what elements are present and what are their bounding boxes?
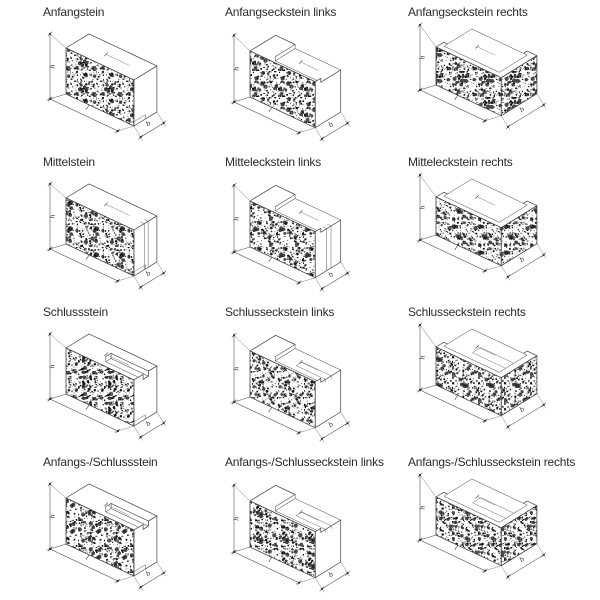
svg-text:l: l	[84, 553, 91, 562]
svg-text:b: b	[326, 570, 335, 580]
stone-cell-mittelstein	[0, 150, 200, 300]
stone-cell-mitteleckstein-rechts	[400, 150, 600, 300]
svg-text:l: l	[84, 253, 91, 262]
svg-text:b: b	[144, 419, 153, 429]
stone-title: Mitteleckstein rechts	[408, 155, 513, 169]
svg-text:h: h	[418, 355, 427, 360]
svg-text:h: h	[48, 214, 57, 219]
stone-title: Schlusseckstein rechts	[408, 305, 526, 319]
stone-title: Anfangs-/Schlusseckstein links	[225, 455, 384, 469]
svg-text:b: b	[326, 420, 335, 430]
stone-block	[66, 184, 157, 279]
stone-block	[66, 34, 157, 129]
stone-drawing	[0, 319, 200, 450]
stone-cell-mitteleckstein-links	[200, 150, 400, 300]
svg-text:l: l	[84, 403, 91, 412]
svg-text:h: h	[232, 516, 241, 521]
stone-block	[250, 35, 341, 130]
svg-text:h: h	[418, 205, 427, 210]
svg-text:h: h	[418, 55, 427, 60]
svg-text:h: h	[232, 66, 241, 71]
stone-cell-anfangs-schlusseckstein-rechts	[400, 450, 600, 600]
svg-text:l: l	[453, 244, 459, 253]
svg-text:h: h	[48, 64, 57, 69]
svg-text:l: l	[267, 556, 273, 565]
stone-drawing	[0, 169, 200, 300]
stone-drawing	[400, 169, 600, 300]
stone-block	[436, 479, 537, 566]
stone-cell-anfangstein	[0, 0, 200, 150]
stone-title: Anfangseckstein links	[225, 5, 337, 19]
svg-text:b: b	[144, 569, 153, 579]
svg-text:b: b	[518, 554, 526, 564]
svg-text:l: l	[267, 256, 273, 265]
stone-cell-anfangseckstein-links	[200, 0, 400, 150]
stone-drawing	[200, 469, 400, 600]
stone-title: Mitteleckstein links	[225, 155, 322, 169]
svg-text:h: h	[48, 364, 57, 369]
svg-text:h: h	[418, 505, 427, 510]
stone-title: Anfangs-/Schlussstein	[43, 455, 158, 469]
svg-text:l: l	[267, 106, 273, 115]
stone-drawing	[200, 19, 400, 150]
stone-drawing	[0, 19, 200, 150]
stone-drawing	[200, 319, 400, 450]
stone-title: Anfangstein	[43, 5, 105, 19]
svg-text:b: b	[518, 404, 526, 414]
stone-cell-schlusseckstein-rechts	[400, 300, 600, 450]
svg-text:b: b	[326, 120, 335, 130]
svg-text:b: b	[326, 270, 335, 280]
svg-text:l: l	[84, 103, 91, 112]
stone-block	[250, 485, 341, 580]
stone-block	[66, 334, 157, 429]
svg-text:l: l	[267, 406, 273, 415]
stone-cell-anfangs-schlusseckstein-links	[200, 450, 400, 600]
svg-text:b: b	[518, 254, 526, 264]
stone-title: Anfangs-/Schlusseckstein rechts	[408, 455, 576, 469]
stone-block	[250, 335, 341, 430]
stone-drawing	[400, 469, 600, 600]
stone-title: Anfangseckstein rechts	[408, 5, 528, 19]
svg-text:l: l	[453, 394, 459, 403]
stone-drawing	[200, 169, 400, 300]
svg-text:l: l	[453, 94, 459, 103]
stone-block	[250, 185, 341, 280]
stone-drawing	[0, 469, 200, 600]
svg-text:b: b	[144, 119, 153, 129]
stone-cell-schlusseckstein-links	[200, 300, 400, 450]
stone-title: Schlusseckstein links	[225, 305, 335, 319]
svg-text:h: h	[48, 514, 57, 519]
stone-title: Mittelstein	[43, 155, 95, 169]
svg-text:h: h	[232, 216, 241, 221]
stone-block	[66, 484, 157, 579]
svg-text:h: h	[232, 366, 241, 371]
stone-block	[436, 29, 537, 116]
stone-block	[436, 179, 537, 266]
stone-drawing	[400, 319, 600, 450]
stone-title: Schlussstein	[43, 305, 108, 319]
svg-text:l: l	[453, 544, 459, 553]
stone-cell-anfangs-schlussstein	[0, 450, 200, 600]
svg-text:b: b	[518, 104, 526, 114]
stone-block	[436, 329, 537, 416]
stone-cell-anfangseckstein-rechts	[400, 0, 600, 150]
stone-cell-schlussstein	[0, 300, 200, 450]
svg-text:b: b	[144, 269, 153, 279]
stone-drawing	[400, 19, 600, 150]
